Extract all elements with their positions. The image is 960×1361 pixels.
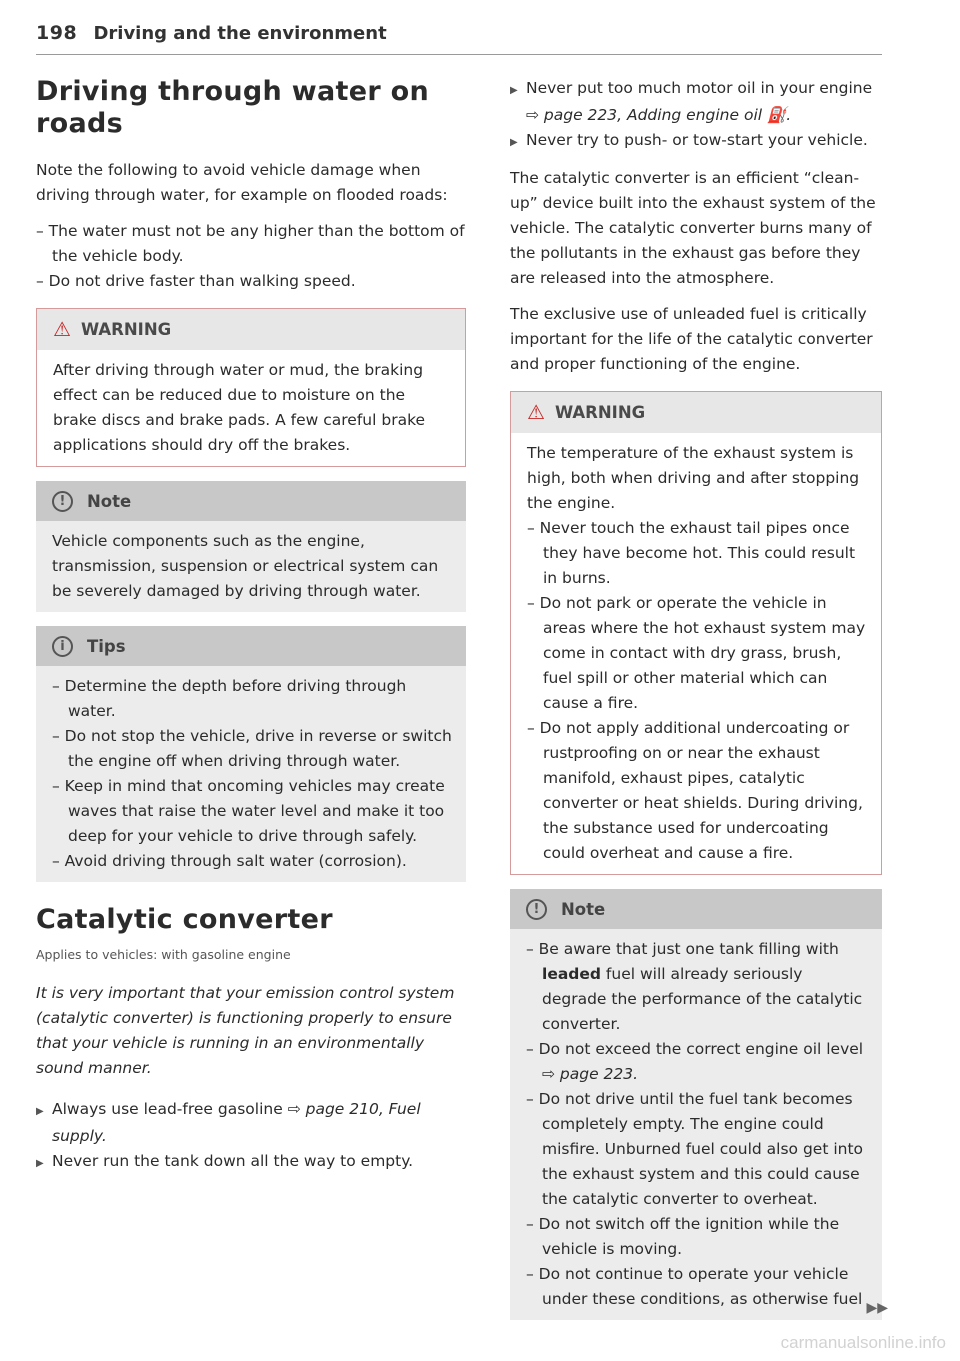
note-box-components [36, 481, 466, 612]
info-icon: i [52, 636, 73, 657]
list-item: ▶ Always use lead-free gasoline ⇨ page 210, Fuel supply. [36, 1100, 421, 1145]
list-item: – Do not drive faster than walking speed. [36, 272, 356, 290]
tips-item: – Determine the depth before driving through water. [52, 677, 407, 720]
watermark: carmanualsonline.info [780, 1333, 946, 1352]
note-item: – Do not drive until the fuel tank becomes completely empty. The engine could misfire. Unburned fuel could also get into the exhaust system and this could cause the catalytic converter to overheat. [526, 1090, 864, 1208]
list-item: ▶ Never put too much motor oil in your engine ⇨ page 223, Adding engine oil ⛽. [510, 79, 873, 124]
note-exclamation-icon: ! [52, 491, 73, 512]
catalytic-intro: It is very important that your emission control system (catalytic converter) is functioning properly to ensure that your vehicle is running in an environmentally sound manner. [36, 984, 455, 1077]
page-reference[interactable]: ⇨ page 223. [542, 1065, 639, 1083]
left-column [36, 76, 466, 1176]
tips-item: – Avoid driving through salt water (corrosion). [52, 852, 407, 870]
bullet-triangle-icon: ▶ [510, 85, 518, 96]
warning-triangle-icon: ⚠ [527, 400, 545, 424]
page-header [36, 22, 882, 55]
tips-title: Tips [87, 636, 126, 656]
note-exclamation-icon: ! [526, 899, 547, 920]
continue-arrow-icon: ▶▶ [866, 1300, 888, 1316]
bullet-triangle-icon: ▶ [510, 137, 518, 148]
water-intro: Note the following to avoid vehicle damage when driving through water, for example on flooded roads: [36, 161, 448, 204]
warning-item: – Do not apply additional undercoating or rustproofing on or near the exhaust manifold, exhaust pipes, catalytic converter or heat shields. During driving, the substance used for undercoating could overheat and cause a fire. [527, 719, 863, 862]
bullet-triangle-icon: ▶ [36, 1106, 44, 1117]
tips-header [36, 626, 466, 666]
catalytic-para-1: The catalytic converter is an efficient “clean-up” device built into the exhaust system of the vehicle. The catalytic converter burns many of the pollutants in the exhaust gas before they are released into the atmosphere. [510, 169, 876, 287]
note-box-catalytic [510, 889, 888, 1320]
bullet-triangle-icon: ▶ [36, 1158, 44, 1169]
warning-title: WARNING [554, 402, 646, 422]
tips-item: – Keep in mind that oncoming vehicles may create waves that raise the water level and make it too deep for your vehicle to drive through safely. [52, 777, 445, 845]
heading-catalytic-converter: Catalytic converter [36, 904, 333, 935]
note-header [510, 889, 882, 929]
warning-item: – Do not park or operate the vehicle in areas where the hot exhaust system may come in contact with dry grass, brush, fuel spill or other material which can cause a fire. [527, 594, 866, 712]
page-number: 198 [36, 22, 78, 44]
note-item: – Do not switch off the ignition while the vehicle is moving. [526, 1215, 840, 1258]
warning-box-brakes [36, 308, 466, 467]
catalytic-para-2: The exclusive use of unleaded fuel is critically important for the life of the catalytic converter and proper functioning of the engine. [510, 305, 873, 373]
warning-header [37, 309, 465, 350]
note-header [36, 481, 466, 521]
page-reference[interactable]: ⇨ page 223, Adding engine oil ⛽. [526, 106, 792, 124]
heading-driving-through-water: Driving through water on roads [36, 76, 430, 139]
note-text: Vehicle components such as the engine, transmission, suspension or electrical system can be severely damaged by driving through water. [52, 532, 439, 600]
right-column [510, 76, 888, 1332]
section-title: Driving and the environment [93, 23, 387, 44]
warning-title: WARNING [80, 319, 172, 339]
tips-box [36, 626, 466, 882]
page-reference[interactable]: ⇨ page 210, Fuel supply. [52, 1100, 421, 1145]
note-item: – Do not exceed the correct engine oil level ⇨ page 223. [526, 1040, 864, 1083]
applies-to: Applies to vehicles: with gasoline engine [36, 947, 291, 962]
note-title: Note [561, 899, 606, 919]
list-item: – The water must not be any higher than the bottom of the vehicle body. [36, 222, 465, 265]
warning-triangle-icon: ⚠ [53, 317, 71, 341]
tips-item: – Do not stop the vehicle, drive in reverse or switch the engine off when driving through water. [52, 727, 452, 770]
warning-text: After driving through water or mud, the braking effect can be reduced due to moisture on the brake discs and brake pads. A few careful brake applications should dry off the brakes. [53, 361, 426, 454]
warning-item: – Never touch the exhaust tail pipes once they have become hot. This could result in burns. [527, 519, 856, 587]
warning-box-exhaust [510, 391, 882, 875]
note-item: – Be aware that just one tank filling with leaded fuel will already seriously degrade the performance of the catalytic converter. [526, 940, 863, 1033]
warning-intro: The temperature of the exhaust system is high, both when driving and after stopping the engine. [527, 444, 860, 512]
list-item: ▶ Never try to push- or tow-start your vehicle. [510, 128, 882, 155]
warning-header [511, 392, 881, 433]
list-item: ▶ Never run the tank down all the way to empty. [36, 1149, 466, 1176]
note-title: Note [87, 491, 132, 511]
note-item: – Do not continue to operate your vehicle under these conditions, as otherwise fuel [526, 1265, 863, 1308]
